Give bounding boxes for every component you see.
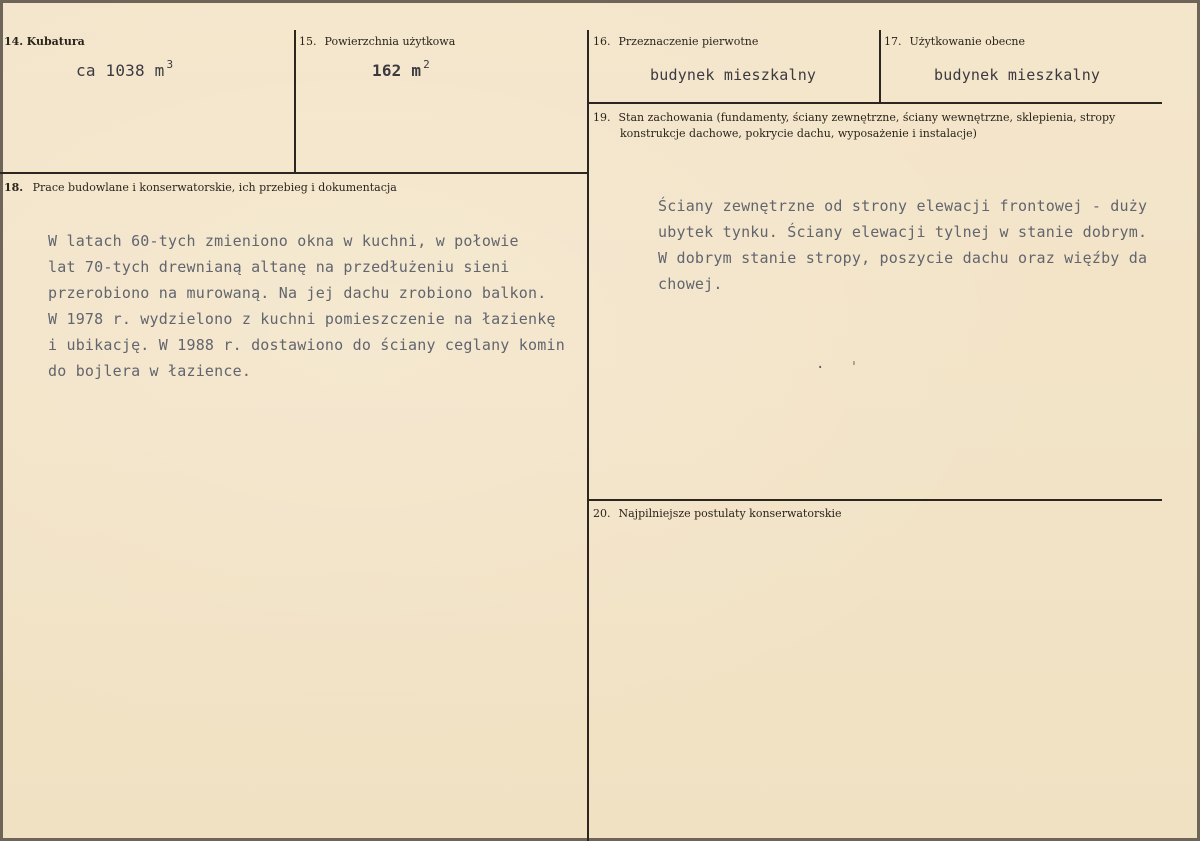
field-20-title: Najpilniejsze postulaty konserwatorskie — [618, 507, 842, 520]
field-19-number: 19. — [593, 111, 611, 124]
field-17-label — [884, 34, 1025, 50]
field-19-line: ubytek tynku. Ściany elewacji tylnej w stanie dobrym. — [658, 223, 1148, 241]
rule-divider-16-17 — [879, 30, 881, 103]
field-15-area: 162 m — [372, 61, 422, 80]
field-17-value: budynek mieszkalny — [934, 66, 1101, 84]
field-14-value — [76, 58, 173, 86]
field-14-volume: ca 1038 m — [76, 61, 165, 80]
rule-center-divider — [587, 30, 589, 841]
field-14-exponent: 3 — [166, 58, 174, 71]
ink-marks: · ˈ — [816, 360, 859, 376]
field-16-label — [593, 34, 758, 50]
field-18-text — [48, 228, 565, 384]
field-16-value: budynek mieszkalny — [650, 66, 817, 84]
field-17-number: 17. — [884, 35, 902, 48]
field-17-title: Użytkowanie obecne — [909, 35, 1025, 48]
rule-divider-14-15 — [294, 30, 296, 173]
field-15-exponent: 2 — [423, 58, 430, 71]
field-19-line: Ściany zewnętrzne od strony elewacji frontowej - duży — [658, 197, 1148, 215]
field-18-number: 18. — [4, 181, 24, 194]
field-20-label — [593, 506, 842, 522]
field-18-line: W latach 60-tych zmieniono okna w kuchni, w połowie — [48, 232, 519, 250]
field-18-title: Prace budowlane i konserwatorskie, ich przebieg i dokumentacja — [32, 181, 397, 194]
field-15-number: 15. — [299, 35, 317, 48]
field-18-label — [4, 180, 397, 196]
field-19-line: chowej. — [658, 275, 723, 293]
field-18-line: lat 70-tych drewnianą altanę na przedłużeniu sieni — [48, 258, 510, 276]
field-15-title: Powierzchnia użytkowa — [324, 35, 456, 48]
field-19-title-line2: konstrukcje dachowe, pokrycie dachu, wyposażenie i instalacje) — [620, 127, 977, 140]
field-20-number: 20. — [593, 507, 611, 520]
field-18-line: i ubikację. W 1988 r. dostawiono do ściany ceglany komin — [48, 336, 565, 354]
rule-top-row-bottom-right — [589, 102, 1162, 104]
field-14-label — [4, 34, 85, 50]
field-16-number: 16. — [593, 35, 611, 48]
field-16-title: Przeznaczenie pierwotne — [618, 35, 759, 48]
field-19-text — [658, 193, 1198, 297]
field-18-line: przerobiono na murowaną. Na jej dachu zrobiono balkon. — [48, 284, 547, 302]
field-15-value — [372, 58, 430, 86]
field-19-line: W dobrym stanie stropy, poszycie dachu oraz więźby da — [658, 249, 1148, 267]
field-19-title-line1: Stan zachowania (fundamenty, ściany zewnętrzne, ściany wewnętrzne, sklepienia, stropy — [618, 111, 1116, 124]
field-14-title: Kubatura — [26, 35, 85, 48]
field-18-line: W 1978 r. wydzielono z kuchni pomieszczenie na łazienkę — [48, 310, 556, 328]
field-18-line: do bojlera w łazience. — [48, 362, 252, 380]
rule-field-19-bottom — [589, 499, 1162, 501]
field-19-label-cont — [620, 126, 977, 142]
field-15-label — [299, 34, 455, 50]
field-14-number: 14. — [4, 35, 24, 48]
field-19-label — [593, 110, 1115, 126]
